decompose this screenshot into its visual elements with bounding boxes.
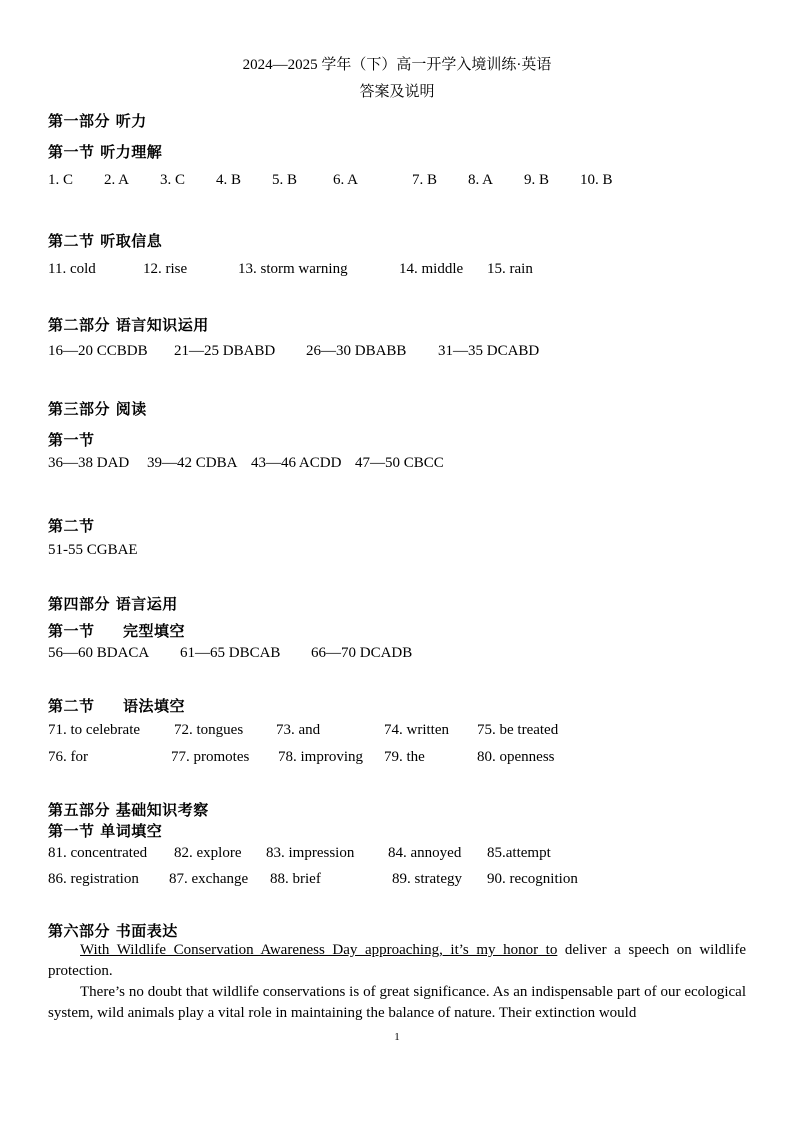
answer-item: 26—30 DBABB: [306, 343, 407, 359]
answer-item: 90. recognition: [487, 871, 578, 887]
answer-item: 1. C: [48, 172, 74, 188]
answer-item: 85.attempt: [487, 845, 551, 861]
answer-item: 7. B: [412, 172, 438, 188]
answer-item: 39—42 CDBA: [147, 455, 238, 471]
answer-item: 14. middle: [399, 261, 464, 277]
answer-item: 88. brief: [270, 871, 321, 887]
document-title: 2024—2025 学年（下）高一开学入境训练·英语: [242, 57, 552, 73]
answer-item: 4. B: [216, 172, 242, 188]
essay-underlined-phrase: With Wildlife Conservation Awareness Day approaching, it’s my honor to: [80, 942, 558, 958]
part4-sec2-heading-title: 语法填空: [123, 697, 186, 715]
answer-item: 8. A: [468, 172, 494, 188]
answer-item: 3. C: [160, 172, 186, 188]
part4-sec1-heading-label: 第一节: [48, 622, 95, 640]
answer-item: 82. explore: [174, 845, 242, 861]
part1-sec1-heading: 第一节 听力理解: [48, 143, 163, 161]
answer-item: 80. openness: [477, 749, 555, 765]
answer-item: 72. tongues: [174, 722, 244, 738]
answer-item: 74. written: [384, 722, 449, 738]
answer-item: 6. A: [333, 172, 359, 188]
answer-item: 36—38 DAD: [48, 455, 130, 471]
answer-item: 76. for: [48, 749, 88, 765]
answer-item: 83. impression: [266, 845, 355, 861]
part3-heading: 第三部分 阅读: [48, 400, 147, 418]
answer-item: 12. rise: [143, 261, 188, 277]
part4-heading: 第四部分 语言运用: [48, 595, 178, 613]
answer-item: 16—20 CCBDB: [48, 343, 148, 359]
part3-sec2-heading: 第二节: [48, 517, 95, 535]
part1-heading: 第一部分 听力: [48, 112, 147, 130]
answer-item: 87. exchange: [169, 871, 249, 887]
answer-item: 11. cold: [48, 261, 96, 277]
essay-paragraph-2: There’s no doubt that wildlife conservations is of great significance. As an indispensable part of our ecological system, wild animals play a vital role in maintaining the balance of nature. Their extinction would: [48, 984, 746, 1021]
answer-item: 9. B: [524, 172, 550, 188]
part3-sec1-heading: 第一节: [48, 431, 95, 449]
answer-item: 86. registration: [48, 871, 139, 887]
part4-sec2-heading-label: 第二节: [48, 697, 95, 715]
answer-item: 43—46 ACDD: [251, 455, 342, 471]
essay-paragraph-1-rest: deliver a speech on wildlife protection.: [48, 942, 746, 979]
answer-item: 84. annoyed: [388, 845, 462, 861]
answer-item: 5. B: [272, 172, 298, 188]
essay-paragraph-1: [48, 940, 746, 982]
answer-item: 13. storm warning: [238, 261, 348, 277]
document-subtitle: 答案及说明: [359, 84, 435, 100]
part4-sec1-heading-title: 完型填空: [123, 622, 186, 640]
answer-item: 61—65 DBCAB: [180, 645, 281, 661]
answer-item: 47—50 CBCC: [355, 455, 444, 471]
answer-item: 79. the: [384, 749, 425, 765]
part5-sec1-heading: 第一节 单词填空: [48, 822, 163, 840]
part2-heading: 第二部分 语言知识运用: [48, 316, 209, 334]
answer-item: 73. and: [276, 722, 321, 738]
answer-item: 56—60 BDACA: [48, 645, 150, 661]
answer-item: 71. to celebrate: [48, 722, 141, 738]
answer-item: 66—70 DCADB: [311, 645, 413, 661]
answer-item: 75. be treated: [477, 722, 559, 738]
answer-item: 78. improving: [278, 749, 363, 765]
answer-item: 81. concentrated: [48, 845, 148, 861]
part1-sec2-heading: 第二节 听取信息: [48, 232, 163, 250]
answer-item: 89. strategy: [392, 871, 462, 887]
answer-item: 21—25 DBABD: [174, 343, 276, 359]
answer-item: 51-55 CGBAE: [48, 542, 138, 558]
answer-item: 15. rain: [487, 261, 533, 277]
answer-item: 10. B: [580, 172, 613, 188]
answer-item: 31—35 DCABD: [438, 343, 540, 359]
page-number: 1: [394, 1031, 400, 1043]
part6-heading: 第六部分 书面表达: [48, 922, 178, 940]
answer-item: 77. promotes: [171, 749, 250, 765]
answer-item: 2. A: [104, 172, 130, 188]
part5-heading: 第五部分 基础知识考察: [48, 801, 209, 819]
